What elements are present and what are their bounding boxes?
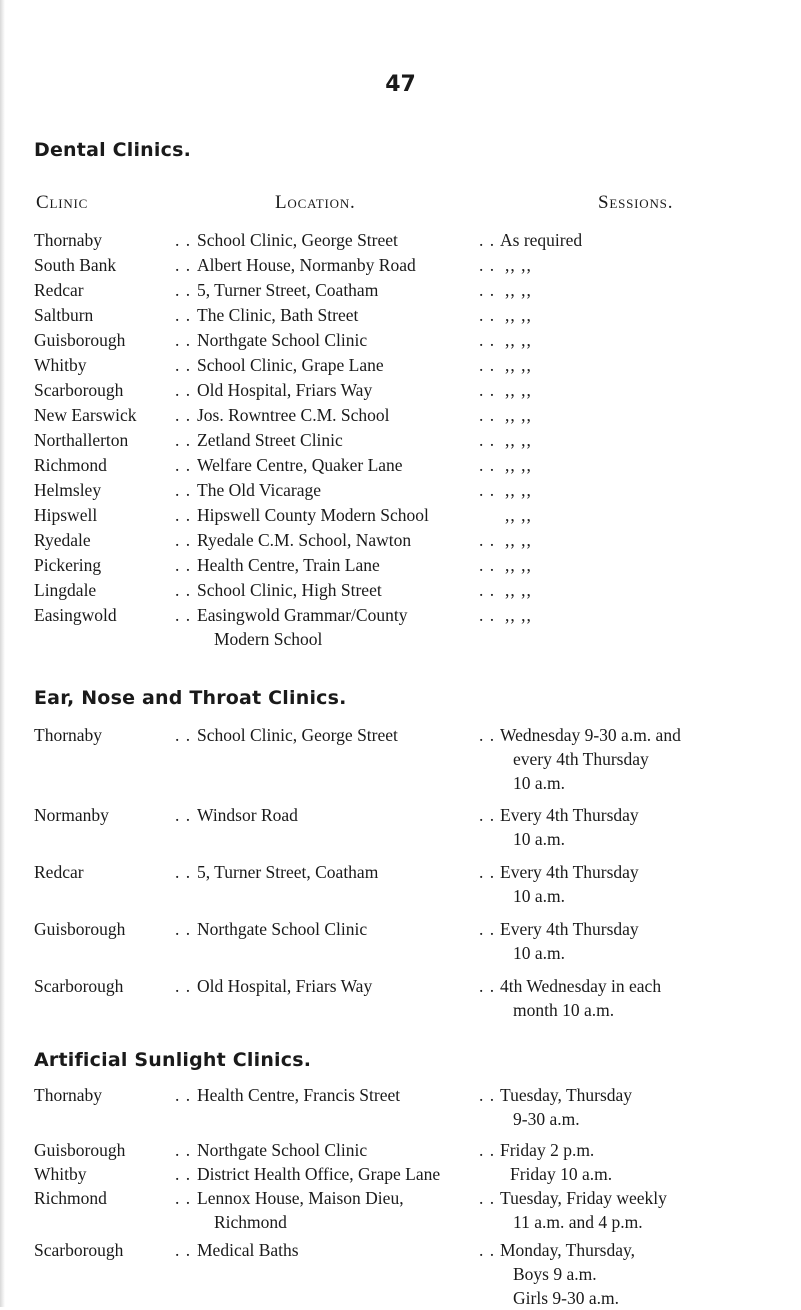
clinic-sessions: Tuesday, Thursday [500, 1085, 633, 1105]
clinic-location: The Old Vicarage [197, 480, 321, 500]
clinic-location: Ryedale C.M. School, Nawton [197, 530, 412, 550]
clinic-sessions: Every 4th Thursday [500, 919, 639, 939]
clinic-sessions-continued: 10 a.m. [513, 943, 566, 963]
leader-dots: . . [175, 805, 192, 825]
clinic-sessions: Wednesday 9-30 a.m. and [500, 725, 681, 745]
clinic-name: Guisborough [34, 919, 126, 939]
dental-clinics-heading: Dental Clinics. [34, 139, 192, 161]
table-row [0, 974, 801, 1022]
ditto-marks: ,, ,, [505, 255, 532, 275]
leader-dots: . . [175, 380, 192, 400]
clinic-location: The Clinic, Bath Street [197, 305, 359, 325]
clinic-sessions-continued: Boys 9 a.m. [513, 1264, 597, 1284]
leader-dots: . . [479, 305, 496, 325]
clinic-name: Scarborough [34, 1240, 124, 1260]
clinic-location: Northgate School Clinic [197, 1140, 368, 1160]
table-row [0, 1083, 801, 1131]
clinic-sessions: Monday, Thursday, [500, 1240, 635, 1260]
clinic-location: Medical Baths [197, 1240, 299, 1260]
clinic-name: Normanby [34, 805, 109, 825]
ditto-marks: ,, ,, [505, 605, 532, 625]
leader-dots: . . [479, 555, 496, 575]
leader-dots: . . [175, 862, 192, 882]
leader-dots: . . [479, 530, 496, 550]
clinic-location-continued: Richmond [214, 1212, 287, 1232]
table-row [0, 860, 801, 908]
leader-dots: . . [175, 430, 192, 450]
clinic-name: Redcar [34, 862, 84, 882]
leader-dots: . . [479, 805, 496, 825]
leader-dots: . . [479, 280, 496, 300]
clinic-name: Hipswell [34, 505, 98, 525]
leader-dots: . . [479, 480, 496, 500]
leader-dots: . . [175, 1085, 192, 1105]
leader-dots: . . [175, 919, 192, 939]
clinic-location: Northgate School Clinic [197, 919, 368, 939]
ditto-marks: ,, ,, [505, 455, 532, 475]
leader-dots: . . [479, 355, 496, 375]
clinic-sessions-continued: month 10 a.m. [513, 1000, 615, 1020]
leader-dots: . . [175, 505, 192, 525]
ditto-marks: ,, ,, [505, 555, 532, 575]
clinic-sessions-continued: 10 a.m. [513, 773, 566, 793]
leader-dots: . . [175, 605, 192, 625]
clinic-location: Albert House, Normanby Road [197, 255, 416, 275]
clinic-location-continued: Modern School [214, 629, 323, 649]
clinic-location: Easingwold Grammar/County [197, 605, 408, 625]
leader-dots: . . [175, 725, 192, 745]
leader-dots: . . [479, 330, 496, 350]
leader-dots: . . [175, 1140, 192, 1160]
leader-dots: . . [175, 1164, 192, 1184]
clinic-name: Thornaby [34, 1085, 103, 1105]
clinic-location: School Clinic, Grape Lane [197, 355, 384, 375]
leader-dots: . . [479, 919, 496, 939]
leader-dots: . . [479, 1240, 496, 1260]
clinic-location: Windsor Road [197, 805, 298, 825]
leader-dots: . . [175, 976, 192, 996]
leader-dots: . . [175, 530, 192, 550]
leader-dots: . . [175, 330, 192, 350]
clinic-name: Guisborough [34, 1140, 126, 1160]
clinic-location: Northgate School Clinic [197, 330, 368, 350]
clinic-sessions-continued: 9-30 a.m. [513, 1109, 580, 1129]
column-header-location: Location. [275, 192, 356, 213]
clinic-location: School Clinic, George Street [197, 230, 398, 250]
clinic-sessions: Tuesday, Friday weekly [500, 1188, 667, 1208]
ditto-marks: ,, ,, [505, 280, 532, 300]
clinic-name: Richmond [34, 455, 107, 475]
ditto-marks: ,, ,, [505, 405, 532, 425]
clinic-location: Jos. Rowntree C.M. School [197, 405, 390, 425]
leader-dots: . . [175, 405, 192, 425]
leader-dots: . . [479, 976, 496, 996]
clinic-name: Northallerton [34, 430, 129, 450]
clinic-location: Health Centre, Francis Street [197, 1085, 401, 1105]
clinic-sessions-continued: 10 a.m. [513, 829, 566, 849]
leader-dots: . . [479, 455, 496, 475]
ent-clinics-heading: Ear, Nose and Throat Clinics. [34, 687, 347, 709]
leader-dots: . . [175, 580, 192, 600]
clinic-name: Helmsley [34, 480, 102, 500]
leader-dots: . . [175, 230, 192, 250]
clinic-name: Richmond [34, 1188, 107, 1208]
ditto-marks: ,, ,, [505, 380, 532, 400]
clinic-name: Pickering [34, 555, 102, 575]
leader-dots: . . [175, 1240, 192, 1260]
table-row [0, 803, 801, 851]
clinic-name: South Bank [34, 255, 117, 275]
clinic-name: Redcar [34, 280, 84, 300]
leader-dots: . . [175, 355, 192, 375]
clinic-sessions-continued: every 4th Thursday [513, 749, 649, 769]
clinic-sessions-continued: 11 a.m. and 4 p.m. [513, 1212, 643, 1232]
clinic-sessions-continued: Girls 9-30 a.m. [513, 1288, 619, 1308]
leader-dots: . . [175, 1188, 192, 1208]
leader-dots: . . [479, 1140, 496, 1160]
clinic-location: Welfare Centre, Quaker Lane [197, 455, 403, 475]
leader-dots: . . [479, 605, 496, 625]
table-row [0, 1238, 801, 1310]
ditto-marks: ,, ,, [505, 480, 532, 500]
clinic-name: Whitby [34, 1164, 87, 1184]
leader-dots: . . [479, 580, 496, 600]
clinic-location: Zetland Street Clinic [197, 430, 343, 450]
ditto-marks: ,, ,, [505, 355, 532, 375]
leader-dots: . . [479, 380, 496, 400]
leader-dots: . . [175, 280, 192, 300]
clinic-name: Thornaby [34, 230, 103, 250]
clinic-sessions: As required [500, 230, 583, 250]
clinic-sessions-continued: 10 a.m. [513, 886, 566, 906]
page-number: 47 [385, 72, 416, 97]
ditto-marks: ,, ,, [505, 430, 532, 450]
clinic-name: Guisborough [34, 330, 126, 350]
table-row [0, 917, 801, 965]
clinic-location: Health Centre, Train Lane [197, 555, 380, 575]
ditto-marks: ,, ,, [505, 530, 532, 550]
clinic-location: 5, Turner Street, Coatham [197, 862, 379, 882]
clinic-sessions: Friday 10 a.m. [510, 1164, 613, 1184]
clinic-name: Whitby [34, 355, 87, 375]
leader-dots: . . [479, 405, 496, 425]
leader-dots: . . [175, 455, 192, 475]
clinic-location: Old Hospital, Friars Way [197, 380, 373, 400]
column-header-clinic: Clinic [36, 192, 89, 213]
ditto-marks: ,, ,, [505, 505, 532, 525]
leader-dots: . . [175, 255, 192, 275]
clinic-name: New Earswick [34, 405, 137, 425]
leader-dots: . . [479, 1085, 496, 1105]
leader-dots: . . [479, 230, 496, 250]
leader-dots: . . [479, 430, 496, 450]
table-row [0, 1186, 801, 1234]
leader-dots: . . [175, 305, 192, 325]
clinic-sessions: 4th Wednesday in each [500, 976, 662, 996]
clinic-sessions: Every 4th Thursday [500, 862, 639, 882]
ditto-marks: ,, ,, [505, 330, 532, 350]
clinic-name: Ryedale [34, 530, 91, 550]
ditto-marks: ,, ,, [505, 305, 532, 325]
clinic-location: School Clinic, George Street [197, 725, 398, 745]
clinic-name: Scarborough [34, 380, 124, 400]
clinic-name: Scarborough [34, 976, 124, 996]
leader-dots: . . [479, 725, 496, 745]
ditto-marks: ,, ,, [505, 580, 532, 600]
clinic-location: Hipswell County Modern School [197, 505, 429, 525]
clinic-location: 5, Turner Street, Coatham [197, 280, 379, 300]
leader-dots: . . [479, 1188, 496, 1208]
clinic-sessions: Every 4th Thursday [500, 805, 639, 825]
clinic-location: District Health Office, Grape Lane [197, 1164, 441, 1184]
clinic-location: School Clinic, High Street [197, 580, 382, 600]
clinic-name: Saltburn [34, 305, 94, 325]
clinic-location: Old Hospital, Friars Way [197, 976, 373, 996]
clinic-name: Easingwold [34, 605, 117, 625]
clinic-location: Lennox House, Maison Dieu, [197, 1188, 404, 1208]
clinic-name: Thornaby [34, 725, 103, 745]
leader-dots: . . [175, 555, 192, 575]
column-header-sessions: Sessions. [598, 192, 674, 213]
leader-dots: . . [175, 480, 192, 500]
clinic-name: Lingdale [34, 580, 97, 600]
leader-dots: . . [479, 862, 496, 882]
sunlight-clinics-heading: Artificial Sunlight Clinics. [34, 1049, 312, 1071]
clinic-sessions: Friday 2 p.m. [500, 1140, 595, 1160]
table-row [0, 723, 801, 795]
leader-dots: . . [479, 255, 496, 275]
